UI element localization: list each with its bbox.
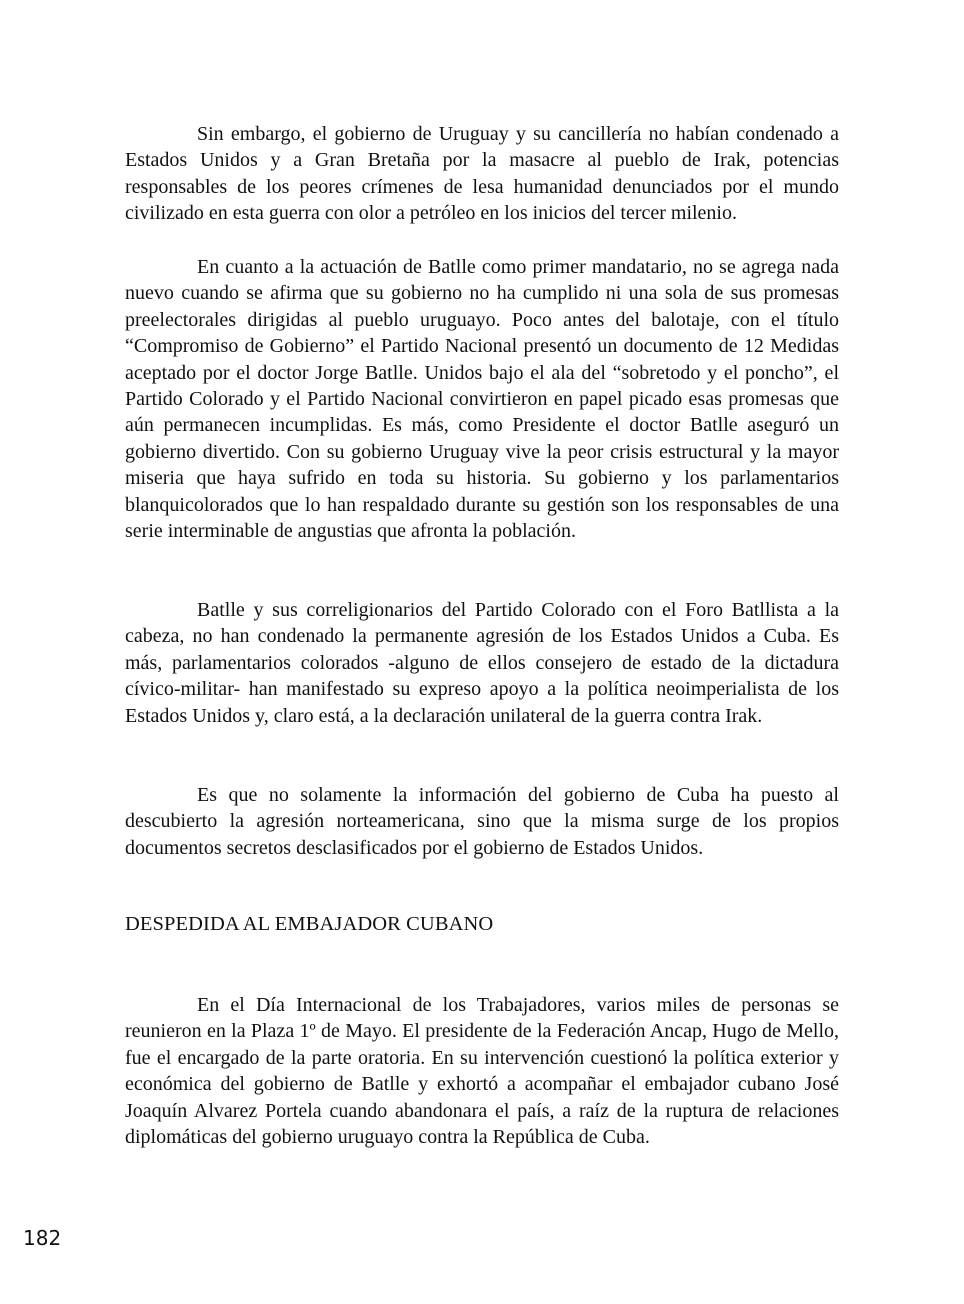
body-paragraph	[125, 992, 839, 1150]
paragraph-text: Batlle y sus correligionarios del Partido Colorado con el Foro Batllista a la cabeza, no han condenado la permanente agresión de los Estados Unidos a Cuba. Es más, parlamentarios colorados -alguno de ellos consejero de estado de la dictadura cívico-militar- han manifestado su expreso apoyo a la política neoimperialista de los Estados Unidos y, claro está, a la declaración unilateral de la guerra contra Irak.	[125, 599, 839, 727]
section-heading: DESPEDIDA AL EMBAJADOR CUBANO	[125, 913, 494, 935]
body-paragraph	[125, 597, 839, 729]
paragraph-text: Es que no solamente la información del gobierno de Cuba ha puesto al descubierto la agresión norteamericana, sino que la misma surge de los propios documentos secretos desclasificados por el gobierno de Estados Unidos.	[125, 784, 839, 859]
paragraph-text: En el Día Internacional de los Trabajadores, varios miles de personas se reunieron en la Plaza 1º de Mayo. El presidente de la Federación Ancap, Hugo de Mello, fue el encargado de la parte oratoria. En su intervención cuestionó la política exterior y económica del gobierno de Batlle y exhortó a acompañar el embajador cubano José Joaquín Alvarez Portela cuando abandonara el país, a raíz de la ruptura de relaciones diplomáticas del gobierno uruguayo contra la República de Cuba.	[125, 994, 839, 1149]
paragraph-text: Sin embargo, el gobierno de Uruguay y su cancillería no habían condenado a Estados Unidos y a Gran Bretaña por la masacre al pueblo de Irak, potencias responsables de los peores crímenes de lesa humanidad denunciados por el mundo civilizado en esta guerra con olor a petróleo en los inicios del tercer milenio.	[125, 123, 839, 225]
body-paragraph	[125, 254, 839, 544]
body-paragraph	[125, 782, 839, 861]
body-paragraph	[125, 121, 839, 227]
paragraph-text: En cuanto a la actuación de Batlle como primer mandatario, no se agrega nada nuevo cuando se afirma que su gobierno no ha cumplido ni una sola de sus promesas preelectorales dirigidas al pueblo uruguayo. Poco antes del balotaje, con el título “Compromiso de Gobierno” el Partido Nacional presentó un documento de 12 Medidas aceptado por el doctor Jorge Batlle. Unidos bajo el ala del “sobretodo y el poncho”, el Partido Colorado y el Partido Nacional convirtieron en papel picado esas promesas que aún permanecen incumplidas. Es más, como Presidente el doctor Batlle aseguró un gobierno divertido. Con su gobierno Uruguay vive la peor crisis estructural y la mayor miseria que haya sufrido en toda su historia. Su gobierno y los parlamentarios blanquicolorados que lo han respaldado durante su gestión son los responsables de una serie interminable de angustias que afronta la población.	[125, 256, 839, 543]
page-number: 182	[23, 1226, 62, 1250]
